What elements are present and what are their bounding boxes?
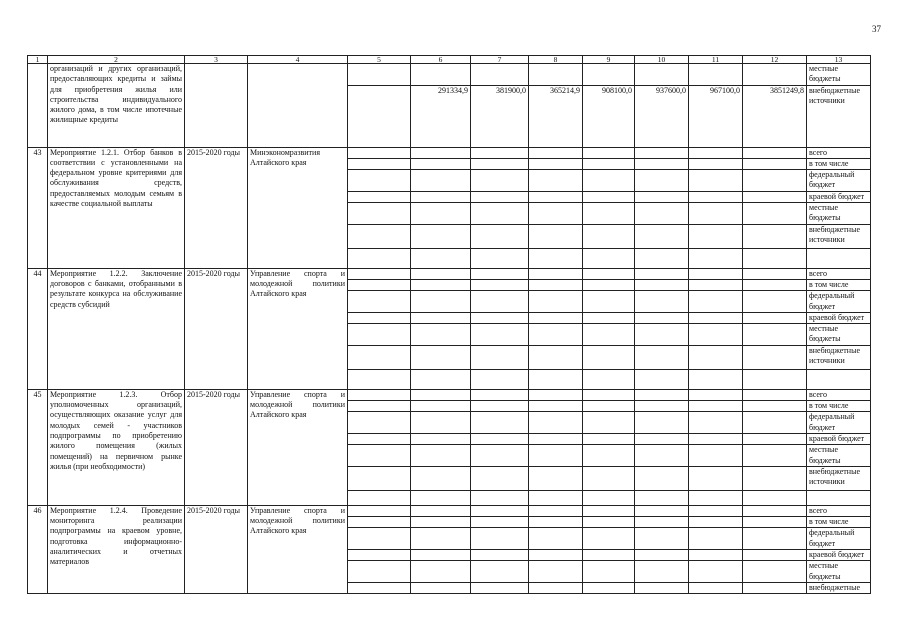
value-cell — [348, 158, 411, 169]
value-cell — [411, 324, 471, 346]
value-cell — [471, 582, 529, 593]
value-cell: 3851249,8 — [743, 85, 807, 147]
value-cell — [471, 191, 529, 202]
value-cell — [348, 401, 411, 412]
value-cell — [635, 550, 689, 561]
row-number: 44 — [28, 268, 48, 389]
funding-source: в том числе — [807, 401, 871, 412]
value-cell — [583, 517, 635, 528]
value-cell — [635, 582, 689, 593]
value-cell — [583, 158, 635, 169]
col-header: 1 — [28, 56, 48, 64]
funding-source: в том числе — [807, 517, 871, 528]
value-cell — [635, 191, 689, 202]
value-cell — [743, 550, 807, 561]
value-cell — [689, 279, 743, 290]
value-cell — [743, 268, 807, 279]
funding-source — [807, 369, 871, 389]
table-body — [28, 56, 871, 594]
value-cell: 365214,9 — [529, 85, 583, 147]
value-cell — [743, 345, 807, 369]
value-cell — [348, 170, 411, 192]
funding-source: краевой бюджет — [807, 191, 871, 202]
value-cell — [689, 550, 743, 561]
value-cell — [411, 158, 471, 169]
value-cell — [743, 528, 807, 550]
value-cell — [689, 268, 743, 279]
value-cell — [689, 490, 743, 505]
value-cell — [583, 401, 635, 412]
value-cell — [689, 528, 743, 550]
value-cell — [583, 224, 635, 248]
value-cell: 967100,0 — [689, 85, 743, 147]
value-cell — [583, 528, 635, 550]
value-cell: 381900,0 — [471, 85, 529, 147]
value-cell — [529, 158, 583, 169]
row-number: 46 — [28, 505, 48, 593]
value-cell — [348, 147, 411, 158]
value-cell — [689, 248, 743, 268]
value-cell — [471, 345, 529, 369]
col-header: 13 — [807, 56, 871, 64]
value-cell — [348, 550, 411, 561]
funding-source: федеральный бюджет — [807, 291, 871, 313]
funding-source: краевой бюджет — [807, 433, 871, 444]
value-cell — [529, 279, 583, 290]
value-cell — [411, 550, 471, 561]
value-cell — [583, 203, 635, 225]
col-header: 12 — [743, 56, 807, 64]
value-cell — [583, 466, 635, 490]
value-cell — [743, 517, 807, 528]
funding-source: всего — [807, 505, 871, 516]
value-cell — [348, 345, 411, 369]
value-cell — [583, 550, 635, 561]
value-cell — [529, 203, 583, 225]
table-row — [28, 268, 871, 279]
row-executor: Управление спорта и молодежной политики Алтайского края — [248, 268, 348, 389]
table-row — [28, 64, 871, 86]
value-cell — [583, 505, 635, 516]
value-cell — [411, 561, 471, 583]
value-cell — [583, 147, 635, 158]
value-cell — [635, 561, 689, 583]
value-cell — [689, 324, 743, 346]
value-cell — [471, 170, 529, 192]
value-cell — [689, 170, 743, 192]
value-cell — [529, 248, 583, 268]
program-table — [27, 55, 871, 594]
funding-source: всего — [807, 147, 871, 158]
value-cell — [529, 191, 583, 202]
value-cell — [411, 268, 471, 279]
value-cell — [635, 158, 689, 169]
value-cell — [529, 147, 583, 158]
value-cell — [743, 582, 807, 593]
value-cell — [689, 345, 743, 369]
value-cell — [635, 412, 689, 434]
value-cell — [635, 505, 689, 516]
value-cell — [743, 291, 807, 313]
value-cell — [471, 505, 529, 516]
funding-source: всего — [807, 268, 871, 279]
value-cell — [583, 490, 635, 505]
value-cell — [471, 203, 529, 225]
col-header: 4 — [248, 56, 348, 64]
value-cell — [743, 224, 807, 248]
value-cell — [583, 312, 635, 323]
value-cell — [583, 170, 635, 192]
value-cell — [529, 345, 583, 369]
funding-source: федеральный бюджет — [807, 170, 871, 192]
row-period: 2015-2020 годы — [185, 505, 248, 593]
value-cell — [689, 191, 743, 202]
row-executor: Минэкономразвития Алтайского края — [248, 147, 348, 268]
value-cell — [411, 345, 471, 369]
value-cell — [743, 433, 807, 444]
value-cell — [529, 224, 583, 248]
funding-source: внебюджетные источники — [807, 466, 871, 490]
table-row — [28, 505, 871, 516]
value-cell — [348, 312, 411, 323]
value-cell — [529, 268, 583, 279]
value-cell — [583, 268, 635, 279]
value-cell — [529, 505, 583, 516]
value-cell — [583, 345, 635, 369]
row-description: Мероприятие 1.2.2. Заключение договоров с банками, отобранными в результате конкурса на обслуживание средств субсидий — [48, 268, 185, 389]
funding-source: краевой бюджет — [807, 550, 871, 561]
row-executor: Управление спорта и молодежной политики Алтайского края — [248, 505, 348, 593]
value-cell — [689, 445, 743, 467]
value-cell — [635, 279, 689, 290]
value-cell — [348, 561, 411, 583]
col-header: 11 — [689, 56, 743, 64]
value-cell — [411, 528, 471, 550]
value-cell — [471, 324, 529, 346]
value-cell — [635, 291, 689, 313]
value-cell — [635, 433, 689, 444]
value-cell — [348, 224, 411, 248]
value-cell — [583, 389, 635, 400]
funding-source: федеральный бюджет — [807, 528, 871, 550]
value-cell — [348, 433, 411, 444]
value-cell — [635, 445, 689, 467]
value-cell — [635, 401, 689, 412]
value-cell — [348, 369, 411, 389]
funding-source: местные бюджеты — [807, 64, 871, 86]
value-cell: 937600,0 — [635, 85, 689, 147]
value-cell — [689, 466, 743, 490]
value-cell — [583, 248, 635, 268]
value-cell — [583, 412, 635, 434]
value-cell — [471, 517, 529, 528]
value-cell — [529, 369, 583, 389]
value-cell — [689, 433, 743, 444]
funding-source: местные бюджеты — [807, 324, 871, 346]
value-cell — [348, 466, 411, 490]
value-cell — [743, 505, 807, 516]
value-cell — [411, 433, 471, 444]
value-cell — [529, 170, 583, 192]
value-cell — [411, 279, 471, 290]
value-cell — [471, 389, 529, 400]
value-cell — [411, 170, 471, 192]
value-cell — [635, 268, 689, 279]
value-cell — [635, 170, 689, 192]
col-header: 6 — [411, 56, 471, 64]
col-header: 5 — [348, 56, 411, 64]
value-cell — [635, 490, 689, 505]
value-cell — [635, 517, 689, 528]
row-description: Мероприятие 1.2.3. Отбор уполномоченных организаций, осуществляющих оказание услуг для молодых семей - участников подпрограммы по приобретению жилого помещения (жилых помещений) на первичном рынке жилья (при необходимости) — [48, 389, 185, 505]
value-cell — [583, 369, 635, 389]
value-cell — [471, 528, 529, 550]
value-cell — [635, 466, 689, 490]
value-cell — [411, 291, 471, 313]
value-cell — [689, 389, 743, 400]
funding-source: всего — [807, 389, 871, 400]
value-cell — [411, 248, 471, 268]
value-cell — [471, 433, 529, 444]
table-row — [28, 147, 871, 158]
funding-source: местные бюджеты — [807, 561, 871, 583]
value-cell — [411, 517, 471, 528]
value-cell — [583, 445, 635, 467]
value-cell — [743, 369, 807, 389]
value-cell — [348, 389, 411, 400]
value-cell — [411, 466, 471, 490]
value-cell — [635, 324, 689, 346]
value-cell — [635, 528, 689, 550]
funding-source: федеральный бюджет — [807, 412, 871, 434]
value-cell — [743, 158, 807, 169]
value-cell — [411, 505, 471, 516]
value-cell — [348, 582, 411, 593]
funding-source: местные бюджеты — [807, 445, 871, 467]
value-cell — [348, 191, 411, 202]
value-cell — [411, 369, 471, 389]
value-cell — [635, 345, 689, 369]
value-cell — [743, 401, 807, 412]
value-cell — [471, 401, 529, 412]
row-period: 2015-2020 годы — [185, 147, 248, 268]
value-cell — [635, 224, 689, 248]
col-header: 7 — [471, 56, 529, 64]
value-cell — [743, 445, 807, 467]
value-cell — [348, 279, 411, 290]
value-cell — [529, 490, 583, 505]
value-cell — [411, 389, 471, 400]
funding-source: в том числе — [807, 158, 871, 169]
value-cell — [635, 203, 689, 225]
value-cell — [743, 490, 807, 505]
row-executor: Управление спорта и молодежной политики Алтайского края — [248, 389, 348, 505]
value-cell — [471, 158, 529, 169]
value-cell — [635, 369, 689, 389]
value-cell — [583, 433, 635, 444]
value-cell — [348, 445, 411, 467]
value-cell — [471, 369, 529, 389]
value-cell — [348, 517, 411, 528]
value-cell — [583, 561, 635, 583]
value-cell — [471, 550, 529, 561]
value-cell — [471, 312, 529, 323]
value-cell — [529, 561, 583, 583]
value-cell — [529, 466, 583, 490]
value-cell — [471, 445, 529, 467]
value-cell — [471, 466, 529, 490]
value-cell — [689, 224, 743, 248]
value-cell — [411, 401, 471, 412]
row-description: Мероприятие 1.2.1. Отбор банков в соответствии с установленными на федеральном уровне критериями для обслуживания средств, предоставляемых молодым семьям в качестве социальной выплаты — [48, 147, 185, 268]
value-cell — [635, 312, 689, 323]
value-cell: 908100,0 — [583, 85, 635, 147]
funding-source: внебюджетные источники — [807, 345, 871, 369]
value-cell — [689, 582, 743, 593]
value-cell — [689, 505, 743, 516]
row-number: 43 — [28, 147, 48, 268]
value-cell — [529, 445, 583, 467]
value-cell — [348, 85, 411, 147]
value-cell — [689, 517, 743, 528]
value-cell — [411, 490, 471, 505]
row-description: организаций и других организаций, предоставляющих кредиты и займы для приобретения жилья или строительства индивидуального жилого дома, в том числе ипотечные жилищные кредиты — [48, 64, 185, 148]
value-cell — [348, 203, 411, 225]
value-cell — [583, 291, 635, 313]
value-cell — [689, 369, 743, 389]
value-cell — [689, 561, 743, 583]
value-cell — [348, 291, 411, 313]
value-cell — [471, 291, 529, 313]
value-cell — [411, 582, 471, 593]
value-cell — [529, 312, 583, 323]
value-cell — [529, 291, 583, 313]
value-cell — [689, 412, 743, 434]
funding-source: внебюджетные — [807, 582, 871, 593]
value-cell — [348, 268, 411, 279]
funding-source: краевой бюджет — [807, 312, 871, 323]
value-cell — [529, 389, 583, 400]
col-header: 9 — [583, 56, 635, 64]
value-cell — [743, 561, 807, 583]
value-cell — [471, 561, 529, 583]
value-cell — [529, 433, 583, 444]
value-cell — [635, 248, 689, 268]
value-cell — [743, 248, 807, 268]
value-cell — [411, 191, 471, 202]
funding-source — [807, 248, 871, 268]
col-header: 10 — [635, 56, 689, 64]
row-description: Мероприятие 1.2.4. Проведение мониторинга реализации подпрограммы на краевом уровне, подготовка информационно-аналитических и отчетных материалов — [48, 505, 185, 593]
page-number: 37 — [872, 24, 881, 34]
value-cell — [529, 550, 583, 561]
value-cell — [348, 528, 411, 550]
value-cell — [743, 466, 807, 490]
header-row — [28, 56, 871, 64]
value-cell — [471, 248, 529, 268]
value-cell — [743, 312, 807, 323]
value-cell — [689, 158, 743, 169]
value-cell — [743, 170, 807, 192]
col-header: 3 — [185, 56, 248, 64]
funding-source: местные бюджеты — [807, 203, 871, 225]
value-cell — [348, 324, 411, 346]
value-cell — [529, 412, 583, 434]
value-cell — [471, 490, 529, 505]
value-cell — [689, 312, 743, 323]
value-cell — [583, 324, 635, 346]
table-row — [28, 389, 871, 400]
value-cell — [471, 224, 529, 248]
value-cell — [348, 248, 411, 268]
value-cell — [348, 490, 411, 505]
value-cell — [529, 517, 583, 528]
value-cell — [743, 279, 807, 290]
value-cell — [529, 324, 583, 346]
col-header: 2 — [48, 56, 185, 64]
value-cell — [348, 412, 411, 434]
col-header: 8 — [529, 56, 583, 64]
value-cell — [583, 582, 635, 593]
value-cell — [529, 528, 583, 550]
value-cell: 291334,9 — [411, 85, 471, 147]
row-period: 2015-2020 годы — [185, 389, 248, 505]
value-cell — [471, 268, 529, 279]
value-cell — [743, 147, 807, 158]
funding-source — [807, 490, 871, 505]
value-cell — [471, 279, 529, 290]
value-cell — [635, 389, 689, 400]
value-cell — [635, 147, 689, 158]
value-cell — [529, 582, 583, 593]
value-cell — [689, 203, 743, 225]
value-cell — [411, 312, 471, 323]
value-cell — [471, 147, 529, 158]
value-cell — [743, 191, 807, 202]
value-cell — [411, 203, 471, 225]
value-cell — [689, 291, 743, 313]
value-cell — [348, 505, 411, 516]
row-number: 45 — [28, 389, 48, 505]
value-cell — [743, 389, 807, 400]
value-cell — [689, 401, 743, 412]
value-cell — [583, 191, 635, 202]
value-cell — [471, 412, 529, 434]
value-cell — [743, 324, 807, 346]
value-cell — [743, 412, 807, 434]
value-cell — [411, 445, 471, 467]
value-cell — [529, 401, 583, 412]
row-period: 2015-2020 годы — [185, 268, 248, 389]
funding-source: внебюджетные источники — [807, 224, 871, 248]
value-cell — [583, 279, 635, 290]
value-cell — [689, 147, 743, 158]
value-cell — [411, 147, 471, 158]
value-cell — [743, 203, 807, 225]
funding-source: в том числе — [807, 279, 871, 290]
funding-source: внебюджетные источники — [807, 85, 871, 147]
value-cell — [411, 224, 471, 248]
value-cell — [411, 412, 471, 434]
